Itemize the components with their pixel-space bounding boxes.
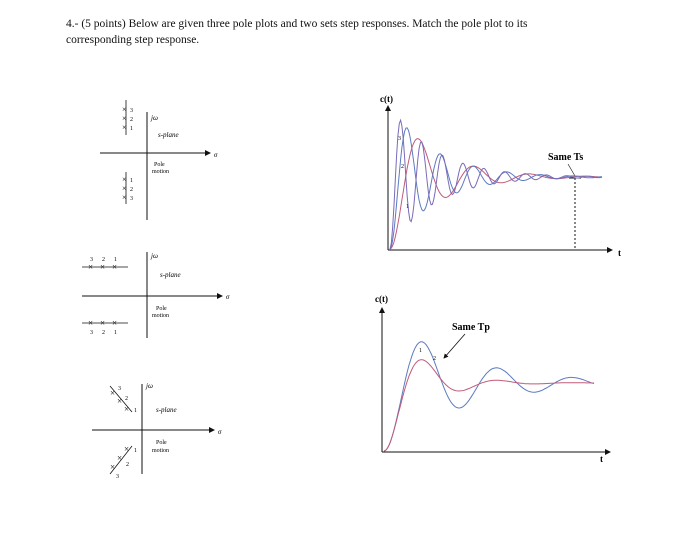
step-plot-1-curve	[390, 128, 602, 249]
question-line-1: 4.- (5 points) Below are given three pole plots and two sets step responses. Match the pole plot to its	[66, 18, 528, 30]
pole-plot-2-x-upper-3: ×	[112, 262, 118, 272]
pole-plot-2-x-lower-3: ×	[112, 318, 118, 328]
step-plot-2-curve-label-2: 2	[433, 356, 436, 362]
pole-plot-2-upper-label-2: 2	[102, 257, 105, 263]
pole-plot-1-sigma-label: σ	[214, 151, 218, 159]
step-plot-2-ylabel: c(t)	[375, 294, 388, 304]
pole-plot-2-lower-label-3: 1	[114, 330, 117, 336]
pole-plot-1-lower-label-1: 1	[130, 178, 133, 184]
step-plot-1-ylabel: c(t)	[380, 94, 393, 104]
pole-plot-1-jw-label: jω	[151, 114, 158, 122]
pole-plot-2-plane-label: s-plane	[160, 271, 181, 279]
pole-plot-1-upper-label-3: 1	[130, 126, 133, 132]
pole-plot-2-upper-label-1: 3	[90, 257, 93, 263]
pole-plot-1-x-marks-upper: ×	[122, 105, 127, 114]
pole-plot-3-x-lower-1: ×	[124, 444, 130, 454]
pole-plot-3-x-upper-2: ×	[117, 396, 123, 406]
pole-plot-1-x-marks-upper-2: ×	[122, 114, 127, 123]
pole-plot-1-plane-label: s-plane	[158, 131, 179, 139]
pole-plot-3-lower-label-3: 3	[116, 474, 119, 480]
step-plot-2-curve	[384, 360, 594, 451]
step-plot-2-annotation-leader	[444, 334, 465, 358]
question-line-2: corresponding step response.	[66, 34, 200, 46]
pole-plot-1-upper-label-2: 2	[130, 117, 133, 123]
pole-plot-1-motion-line-1: Pole	[154, 162, 165, 168]
pole-plot-1-lower-label-3: 3	[130, 196, 133, 202]
pole-plot-2-lower-label-1: 3	[90, 330, 93, 336]
pole-plot-1-x-marks-lower: ×	[122, 175, 127, 184]
pole-plot-3-upper-label-2: 2	[125, 396, 128, 402]
step-plot-1-annotation: Same Ts	[548, 152, 584, 163]
pole-plot-3-motion-line-2: motion	[152, 448, 170, 454]
pole-plot-2-upper-label-3: 1	[114, 257, 117, 263]
pole-plot-3-lower-label-1: 1	[134, 448, 137, 454]
pole-plot-3-x-lower-2: ×	[117, 453, 123, 463]
pole-plot-2	[82, 252, 230, 338]
pole-plot-1-motion-line-2: motion	[152, 169, 170, 175]
pole-plot-2-x-upper-1: ×	[88, 262, 94, 272]
pole-plot-1-x-marks-upper-3: ×	[122, 123, 127, 132]
step-plot-1-curve	[390, 120, 602, 249]
step-plot-2-xlabel: t	[600, 454, 603, 464]
pole-plot-3-jw-label: jω	[146, 382, 153, 390]
pole-plot-2-motion-line-2: motion	[152, 313, 170, 319]
pole-plot-3-x-upper-1: ×	[110, 388, 116, 398]
step-plot-1	[380, 94, 621, 258]
pole-plot-3-motion-line-1: Pole	[156, 440, 167, 446]
pole-plot-3-lower-label-2: 2	[126, 462, 129, 468]
pole-plot-3-sigma-label: σ	[218, 428, 222, 436]
step-plot-1-curve-label-2: 2	[401, 164, 404, 170]
step-plot-1-curve-label-1: 1	[406, 204, 409, 210]
step-plot-1-curve-label-3: 3	[398, 136, 401, 142]
pole-plot-2-x-lower-2: ×	[100, 318, 106, 328]
pole-plot-2-x-lower-1: ×	[88, 318, 94, 328]
step-plot-1-annotation-leader	[568, 164, 575, 176]
step-plot-2-curve	[384, 342, 594, 451]
pole-plot-1	[100, 100, 218, 220]
pole-plot-3	[92, 382, 222, 480]
pole-plot-1-lower-label-2: 2	[130, 187, 133, 193]
pole-plot-2-motion-line-1: Pole	[156, 306, 167, 312]
pole-plot-3-upper-label-1: 3	[118, 386, 121, 392]
pole-plot-2-sigma-label: σ	[226, 293, 230, 301]
pole-plot-2-lower-label-2: 2	[102, 330, 105, 336]
step-plot-1-xlabel: t	[618, 248, 621, 258]
pole-plot-3-x-upper-3: ×	[124, 404, 130, 414]
step-plot-2-annotation: Same Tp	[452, 322, 490, 333]
pole-plot-3-x-lower-3: ×	[110, 462, 116, 472]
pole-plot-2-x-upper-2: ×	[100, 262, 106, 272]
pole-plot-3-plane-label: s-plane	[156, 406, 177, 414]
pole-plot-3-upper-label-3: 1	[134, 408, 137, 414]
pole-plot-2-jw-label: jω	[151, 252, 158, 260]
step-plot-2-curve-label-1: 1	[419, 348, 422, 354]
pole-plot-1-x-marks-lower-2: ×	[122, 184, 127, 193]
pole-plot-1-upper-label-1: 3	[130, 108, 133, 114]
step-plot-2	[375, 294, 610, 464]
pole-plot-1-x-marks-lower-3: ×	[122, 193, 127, 202]
